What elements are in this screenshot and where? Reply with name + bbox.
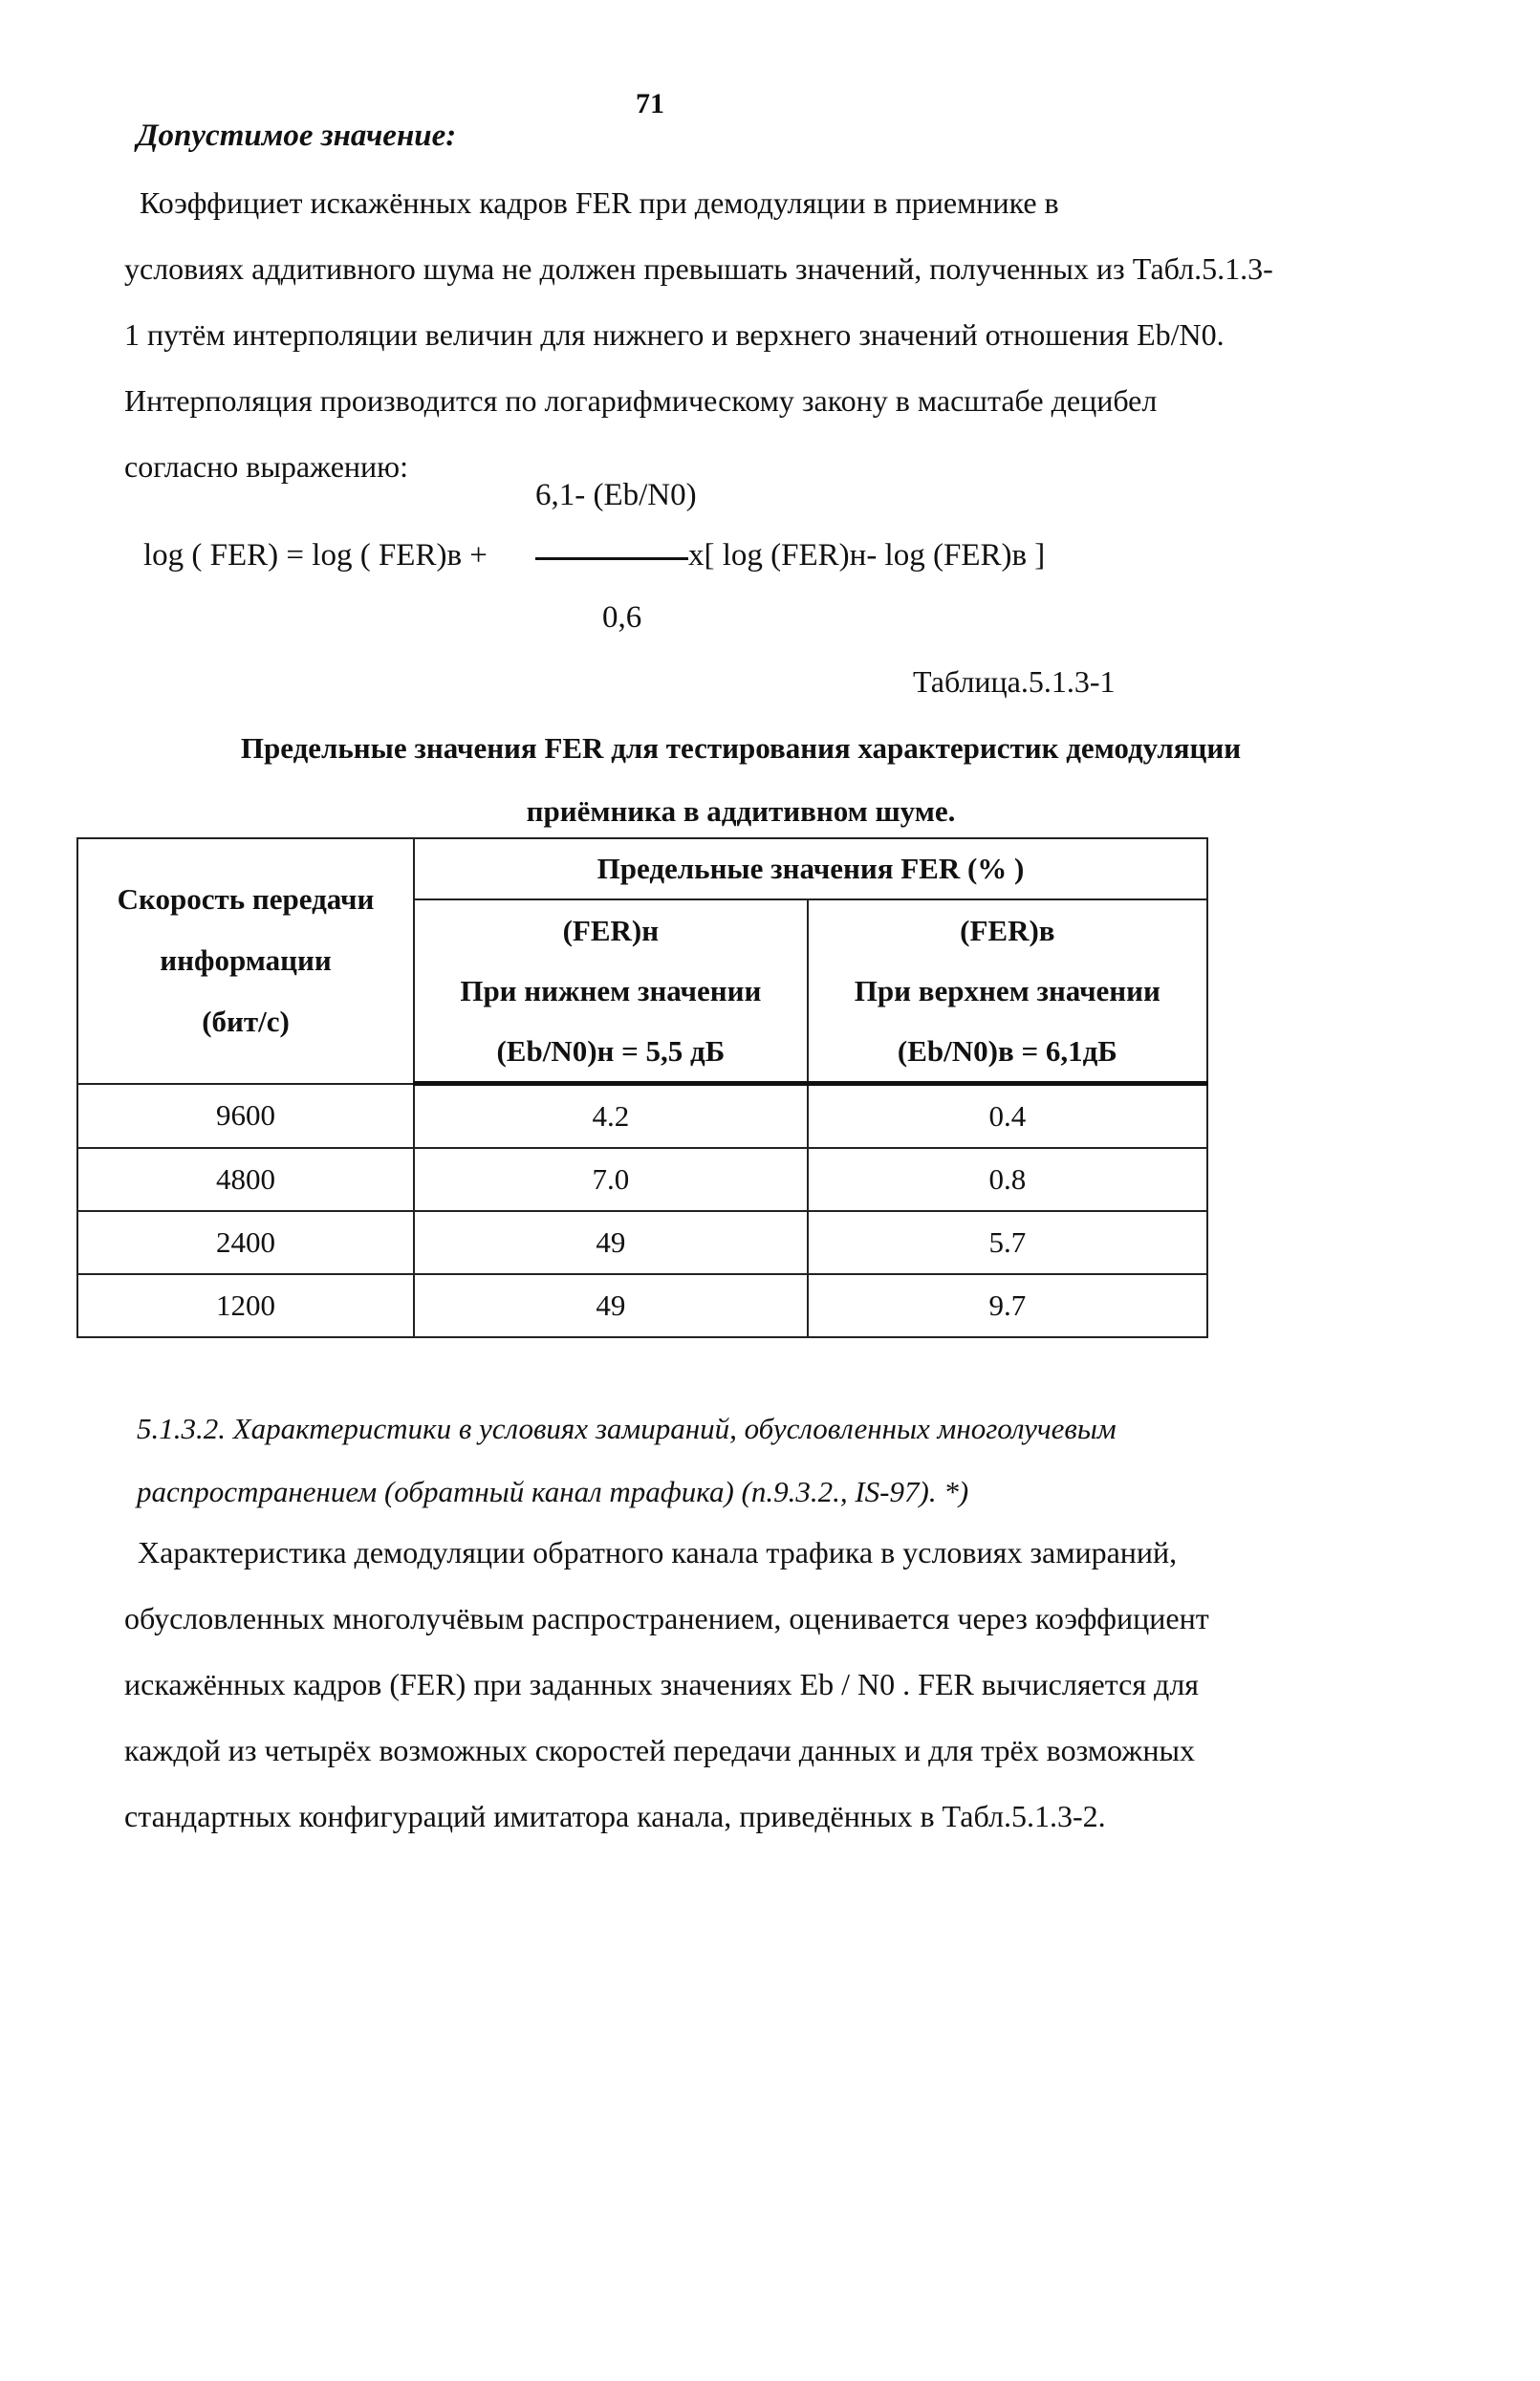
table-row [77,1211,1207,1274]
header-speed-line-1: Скорость передачи [117,882,375,917]
intro-line-3: 1 путём интерполяции величин для нижнего и верхнего значений отношения Eb/N0. [124,317,1225,352]
formula-right-side: x[ log (FER)н- log (FER)в ] [688,538,1046,573]
intro-paragraph [124,170,1291,500]
header-low-line-1: (FER)н [562,914,660,947]
cell-speed: 4800 [77,1148,414,1211]
cell-low: 4.2 [414,1084,808,1149]
cell-high: 0.8 [808,1148,1207,1211]
cell-speed: 9600 [77,1084,414,1149]
intro-line-1: Коэффициет искажённых кадров FER при демодуляции в приемнике в [140,185,1059,220]
section-title-line-2: распространением (обратный канал трафика) (п.9.3.2., IS-97). *) [137,1475,969,1508]
formula-denominator: 0,6 [602,600,642,635]
section-title-line-1: 5.1.3.2. Характеристики в условиях замираний, обусловленных многолучевым [137,1412,1117,1445]
intro-line-4: Интерполяция производится по логарифмическому закону в масштабе децибел [124,383,1158,418]
permissible-value-heading: Допустимое значение: [137,119,457,153]
table-caption-line-2: приёмника в аддитивном шуме. [526,794,956,828]
intro-line-5: согласно выражению: [124,449,408,484]
formula-fraction-line [535,557,688,560]
cell-speed: 1200 [77,1274,414,1337]
cell-low: 7.0 [414,1148,808,1211]
section-line-3: искажённых кадров (FER) при заданных значениях Eb / N0 . FER вычисляется для [124,1667,1200,1701]
fer-limits-table [76,837,1208,1338]
cell-speed: 2400 [77,1211,414,1274]
table-label: Таблица.5.1.3-1 [913,664,1116,699]
table-row [77,1084,1207,1149]
section-line-2: обусловленных многолучёвым распространением, оценивается через коэффициент [124,1601,1209,1635]
header-high-line-1: (FER)в [960,914,1055,947]
formula-numerator: 6,1- (Eb/N0) [535,478,697,512]
header-low-line-3: (Eb/N0)н = 5,5 дБ [496,1034,726,1068]
header-limits: Предельные значения FER (% ) [414,838,1207,899]
header-speed-line-2: информации [160,943,332,978]
cell-high: 0.4 [808,1084,1207,1149]
section-title [137,1397,1303,1524]
table-caption-line-1: Предельные значения FER для тестирования характеристик демодуляции [240,731,1242,765]
table-row [77,1274,1207,1337]
page-number: 71 [636,88,664,119]
header-speed [77,838,414,1084]
section-paragraph [124,1520,1291,1850]
cell-high: 5.7 [808,1211,1207,1274]
cell-high: 9.7 [808,1274,1207,1337]
header-speed-line-3: (бит/с) [202,1005,290,1039]
section-line-4: каждой из четырёх возможных скоростей передачи данных и для трёх возможных [124,1733,1195,1767]
header-high-line-2: При верхнем значении [854,974,1160,1007]
header-low [414,899,808,1084]
cell-low: 49 [414,1274,808,1337]
header-low-line-2: При нижнем значении [460,974,762,1007]
section-line-1: Характеристика демодуляции обратного канала трафика в условиях замираний, [138,1535,1178,1569]
formula-left-side: log ( FER) = log ( FER)в + [143,538,488,573]
header-high-line-3: (Eb/N0)в = 6,1дБ [897,1034,1117,1068]
cell-low: 49 [414,1211,808,1274]
intro-line-2: условиях аддитивного шума не должен превышать значений, полученных из Табл.5.1.3- [124,251,1273,286]
section-line-5: стандартных конфигураций имитатора канала, приведённых в Табл.5.1.3-2. [124,1799,1106,1833]
table-row [77,1148,1207,1211]
header-high [808,899,1207,1084]
